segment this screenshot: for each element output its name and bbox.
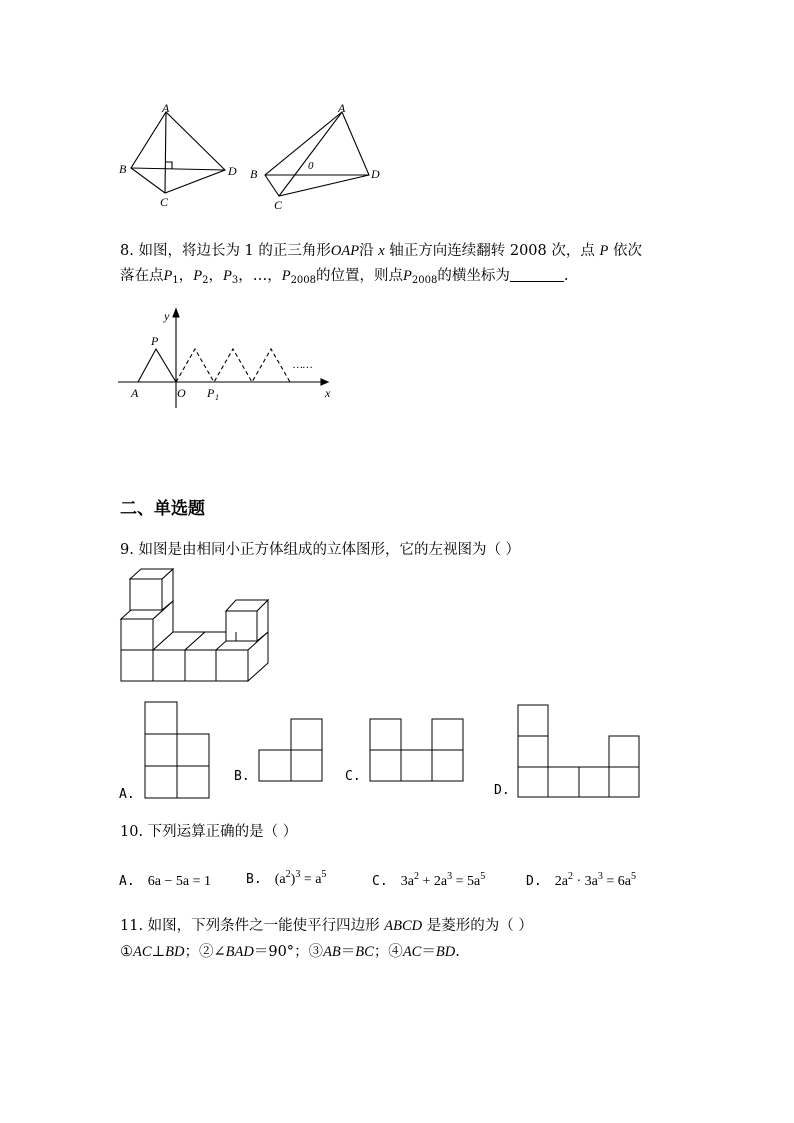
q8-text: 轴正方向连续翻转 2008 次，点	[384, 243, 600, 259]
label-d-left: D	[228, 164, 237, 178]
right-angle-mark	[166, 162, 172, 169]
q9-option-d-figure[interactable]	[517, 704, 643, 800]
option-expression: 6a − 5a = 1	[147, 874, 211, 889]
sub: 2	[202, 275, 209, 286]
y-arrow	[173, 309, 179, 317]
q11-line1	[120, 916, 533, 936]
q11-text: 是菱形的为（ ）	[422, 918, 533, 934]
option-label: C.	[372, 874, 388, 889]
q9-option-b-figure[interactable]	[258, 718, 324, 784]
label-b-left: B	[119, 162, 127, 176]
q11-line2: ①AC⊥BD；②∠BAD＝90°；③AB＝BC；④AC＝BD.	[120, 944, 460, 960]
q7-figure-right	[245, 98, 390, 216]
q8-text: 沿	[359, 243, 379, 259]
q9-option-a-label[interactable]: A.	[119, 787, 135, 802]
x-label: x	[325, 386, 331, 400]
option-label: A.	[119, 874, 135, 889]
q8-text: 的横坐标为	[437, 268, 510, 284]
p1-sub: 1	[215, 393, 219, 402]
y-label: y	[164, 309, 170, 323]
a-label: A	[131, 386, 139, 400]
q10-text: 10. 下列运算正确的是（ ）	[120, 824, 298, 840]
diagonal-ac-left	[165, 112, 166, 193]
quad-abcd-left	[131, 112, 225, 193]
point-p3: P	[222, 268, 232, 284]
triangle-oap	[138, 349, 176, 382]
point-p2008: P	[281, 268, 291, 284]
continuation-dots: ……	[293, 359, 313, 371]
q8-text: 依次	[608, 243, 642, 259]
q9-text: 9. 如图是由相同小正方体组成的立体图形，它的左视图为（ ）	[120, 542, 521, 558]
q10-option-a[interactable]	[119, 870, 211, 890]
o-label: O	[177, 386, 186, 400]
cube-face	[121, 650, 153, 681]
q9-option-c-label[interactable]: C.	[345, 769, 361, 784]
condition-3: ；③	[294, 944, 324, 960]
sep: ，	[238, 268, 253, 284]
q10-option-b[interactable]	[246, 868, 326, 888]
quad-abcd-right	[265, 112, 369, 196]
option-label: D.	[526, 874, 542, 889]
option-label: B.	[246, 872, 262, 887]
diagonal-bd-left	[131, 168, 225, 170]
q11-text: 11. 如图，下列条件之一能使平行四边形	[120, 918, 385, 934]
axis-name: x	[378, 243, 385, 259]
condition-2: ；②∠	[184, 944, 226, 960]
x-arrow	[321, 379, 328, 385]
label-c-right: C	[274, 198, 283, 212]
point-name: P	[599, 243, 609, 259]
label-d-right: D	[371, 167, 380, 181]
sub: 2008	[290, 275, 317, 286]
question-number: 8.	[120, 243, 134, 259]
q8-line1	[120, 241, 642, 261]
cube-face	[226, 611, 257, 641]
condition-4: ；④	[373, 944, 403, 960]
q10-option-d[interactable]	[526, 870, 636, 890]
q8-text: 如图，将边长为 1 的正三角形	[138, 243, 331, 259]
q9-option-a-figure[interactable]	[144, 701, 211, 801]
q9-option-d-label[interactable]: D.	[494, 783, 510, 798]
q8-text: 的位置，则点	[316, 268, 404, 284]
p1-label: P	[207, 386, 215, 400]
cube-face	[121, 619, 153, 650]
shape-name: ABCD	[384, 918, 423, 934]
point-p2: P	[193, 268, 203, 284]
q8-line2	[120, 266, 568, 291]
sub: 2008	[411, 275, 438, 286]
sep: ，	[208, 268, 223, 284]
label-b-right: B	[250, 167, 258, 181]
cube-face	[153, 650, 185, 681]
cube-face	[216, 650, 248, 681]
q7-figure-left	[112, 100, 252, 212]
p-label: P	[151, 334, 159, 348]
q9-option-c-figure[interactable]	[369, 718, 466, 784]
sub: 3	[231, 275, 239, 286]
sub: 1	[172, 275, 179, 286]
sep: ，	[178, 268, 194, 284]
sep: ，	[267, 268, 282, 284]
cube-face	[130, 579, 162, 610]
q8-figure	[118, 304, 343, 410]
point-p2008: P	[403, 268, 412, 284]
cube-face	[185, 650, 216, 681]
condition-1: ①	[120, 944, 133, 960]
flip-path	[176, 349, 290, 382]
q10-option-c[interactable]	[372, 870, 485, 890]
label-a-left: A	[162, 101, 170, 115]
option-expression: $3a^2 + 2a^3 = 5a^5$	[400, 871, 486, 889]
point-p1: P	[163, 268, 173, 284]
q9-option-b-label[interactable]: B.	[234, 769, 250, 784]
period: .	[563, 268, 569, 284]
ellipsis: …	[252, 268, 268, 284]
label-o-right: 0	[308, 160, 314, 172]
q9-3d-figure	[118, 566, 273, 684]
option-expression: $(a^2)^3 = a^5$	[274, 869, 327, 887]
label-a-right: A	[338, 101, 346, 115]
answer-blank[interactable]	[510, 267, 564, 282]
option-expression: $2a^2 \cdot 3a^3 = 6a^5$	[554, 871, 636, 889]
triangle-name: OAP	[330, 243, 360, 259]
q8-text: 落在点	[120, 268, 164, 284]
label-c-left: C	[160, 195, 169, 209]
section-heading: 二、单选题	[120, 499, 205, 519]
